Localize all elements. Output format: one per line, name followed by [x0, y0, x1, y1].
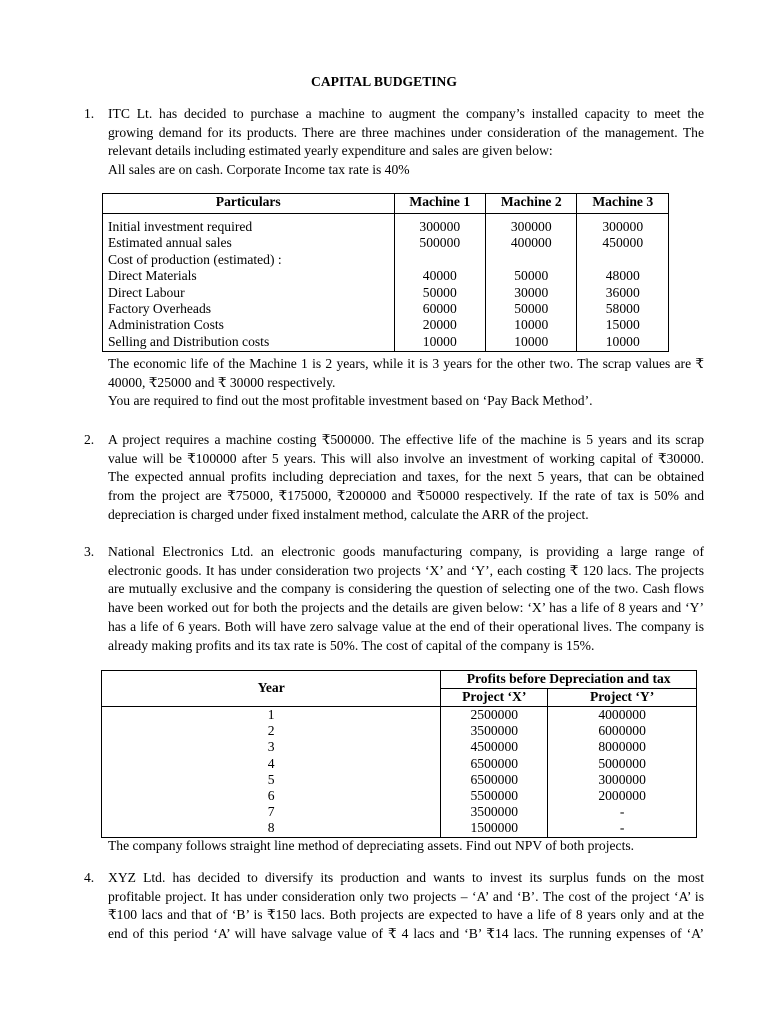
table-cell: 1500000	[470, 820, 519, 836]
table-cell: 6	[267, 787, 275, 803]
year-column	[102, 707, 441, 838]
table-cell: 2000000	[598, 787, 646, 803]
table-row	[102, 707, 697, 838]
question-2	[84, 431, 704, 525]
table-cell: 60000	[422, 300, 457, 316]
table-cell	[395, 252, 485, 268]
table-cell: 10000	[514, 333, 549, 349]
question-text-line: electronic goods. It has under consideration two projects ‘X’ and ‘Y’, each costing ₹ 120 lacs. The projects	[108, 562, 704, 578]
table-cell: 30000	[514, 284, 549, 300]
column-header-machine-2: Machine 2	[486, 194, 577, 214]
row-label: Direct Materials	[108, 268, 197, 284]
question-4	[84, 869, 704, 944]
table-cell: 450000	[602, 235, 644, 251]
table-cell: 500000	[419, 235, 461, 251]
table-cell: 6500000	[470, 771, 519, 787]
table-cell: 20000	[422, 317, 457, 333]
table-cell: 300000	[510, 219, 552, 234]
table-cell: 2500000	[470, 707, 519, 722]
table-cell: 5000000	[598, 755, 646, 771]
table-cell: 10000	[514, 317, 549, 333]
question-text-line: The economic life of the Machine 1 is 2 years, while it is 3 years for the other two. The scrap values are ₹	[108, 356, 704, 371]
project-x-column	[441, 707, 548, 838]
table-cell: 8000000	[598, 739, 646, 755]
question-text-line: are mutually exclusive and the company is considering the question of selecting one of the two. Cash flows	[108, 581, 704, 597]
table-cell: 3500000	[470, 723, 519, 739]
question-text-line: All sales are on cash. Corporate Income tax rate is 40%	[108, 162, 410, 178]
project-y-column	[548, 707, 697, 838]
table-header-row	[103, 194, 669, 214]
machine-comparison-table	[102, 193, 669, 352]
row-label: Initial investment required	[108, 219, 253, 234]
table-cell: 4500000	[470, 739, 519, 755]
question-text-line: growing demand for its products. There are three machines under consideration of the management. The	[108, 124, 704, 140]
table-cell: 5500000	[470, 787, 519, 803]
table-cell: 400000	[510, 235, 552, 251]
question-text-line: end of this period ‘A’ will have salvage value of ₹ 4 lacs and ‘B’ ₹14 lacs. The running expenses of ‘A’	[108, 926, 704, 942]
table-cell: 50000	[514, 300, 549, 316]
table-cell	[486, 252, 576, 268]
question-text-line: 40000, ₹25000 and ₹ 30000 respectively.	[108, 374, 336, 390]
table-cell: 5	[267, 771, 275, 787]
column-group-header: Profits before Depreciation and tax	[441, 671, 697, 689]
table-cell: 3	[267, 739, 275, 755]
question-3	[84, 543, 704, 655]
question-number: 1.	[84, 106, 95, 121]
table-cell: 3000000	[598, 771, 646, 787]
question-text-line: ITC Lt. has decided to purchase a machine to augment the company’s installed capacity to meet the	[108, 106, 704, 121]
column-header-project-y: Project ‘Y’	[548, 689, 697, 707]
column-header-machine-3: Machine 3	[577, 194, 669, 214]
row-label: Cost of production (estimated) :	[108, 251, 282, 267]
row-label: Estimated annual sales	[108, 235, 232, 251]
question-text-line: depreciation is charged under fixed instalment method, calculate the ARR of the project.	[108, 506, 589, 522]
table-cell: 50000	[422, 284, 457, 300]
table-header-row	[102, 671, 697, 689]
table-cell: 40000	[422, 268, 457, 284]
table-cell: -	[619, 820, 625, 836]
column-header-particulars: Particulars	[103, 194, 395, 214]
table-cell: 58000	[605, 300, 640, 316]
page-title: CAPITAL BUDGETING	[311, 74, 457, 89]
machine-3-column	[577, 214, 669, 352]
table-cell: 3500000	[470, 804, 519, 820]
table-cell: 8	[267, 820, 275, 836]
question-text-line: National Electronics Ltd. an electronic goods manufacturing company, is providing a large range of	[108, 544, 704, 559]
question-text-line: A project requires a machine costing ₹500000. The effective life of the machine is 5 years and its scrap	[108, 432, 704, 447]
column-header-year: Year	[102, 671, 441, 707]
question-text-line: The company follows straight line method of depreciating assets. Find out NPV of both projects.	[108, 838, 635, 853]
table-cell: 7	[267, 804, 275, 820]
table-cell: 6500000	[470, 755, 519, 771]
question-text-line: has a life of 6 years. Both will have zero salvage value at the end of their operational lives. The company is	[108, 618, 704, 634]
question-3-followup	[108, 837, 704, 856]
question-text-line: from the project are ₹75000, ₹175000, ₹200000 and ₹50000 respectively. If the rate of tax is 50% and	[108, 488, 704, 504]
column-header-machine-1: Machine 1	[394, 194, 485, 214]
table-cell: -	[619, 804, 625, 820]
machine-2-column	[486, 214, 577, 352]
question-text-line: profitable project. It has under consideration only two projects – ‘A’ and ‘B’. The cost of the project ‘A’ is	[108, 888, 704, 904]
table-cell	[577, 252, 668, 268]
row-label: Administration Costs	[108, 317, 224, 333]
table-cell: 6000000	[598, 723, 646, 739]
question-text-line: ₹100 lacs and that of ‘B’ is ₹150 lacs. Both projects are expected to have a life of 8 years only and at the	[108, 907, 704, 923]
question-1	[84, 105, 704, 180]
table-cell: 48000	[605, 268, 640, 284]
table-cell: 15000	[605, 317, 640, 333]
table-cell: 300000	[602, 219, 644, 234]
question-text-line: value will be ₹100000 after 5 years. This will also involve an investment of working capital of ₹30000.	[108, 450, 704, 466]
question-text-line: relevant details including estimated yearly expenditure and sales are given below:	[108, 143, 553, 159]
question-text-line: XYZ Ltd. has decided to diversify its production and wants to invest its surplus funds on the most	[108, 870, 704, 885]
table-cell: 10000	[422, 333, 457, 349]
table-cell: 4000000	[598, 707, 646, 722]
table-cell: 300000	[419, 219, 461, 234]
row-label: Direct Labour	[108, 284, 185, 300]
table-cell: 50000	[514, 268, 549, 284]
particulars-column	[103, 214, 395, 352]
table-row	[103, 214, 669, 352]
row-label: Selling and Distribution costs	[108, 333, 270, 349]
question-text-line: You are required to find out the most profitable investment based on ‘Pay Back Method’.	[108, 393, 593, 409]
question-text-line: already making profits and its tax rate is 50%. The cost of capital of the company is 15%.	[108, 637, 595, 653]
project-profits-table	[101, 670, 697, 838]
question-text-line: have been worked out for both the projects and the details are given below: ‘X’ has a life of 8 years and ‘Y’	[108, 600, 704, 616]
table-cell: 10000	[605, 333, 640, 349]
table-cell: 4	[267, 755, 275, 771]
row-label: Factory Overheads	[108, 300, 212, 316]
table-cell: 2	[267, 723, 275, 739]
question-text-line: The expected annual profits including depreciation and taxes, for the next 5 years, that can be obtained	[108, 469, 704, 485]
question-number: 2.	[84, 432, 95, 447]
question-1-followup	[108, 355, 704, 411]
question-number: 3.	[84, 544, 95, 559]
machine-1-column	[394, 214, 485, 352]
question-number: 4.	[84, 870, 95, 885]
column-header-project-x: Project ‘X’	[441, 689, 548, 707]
table-cell: 1	[267, 707, 275, 722]
table-cell: 36000	[605, 284, 640, 300]
